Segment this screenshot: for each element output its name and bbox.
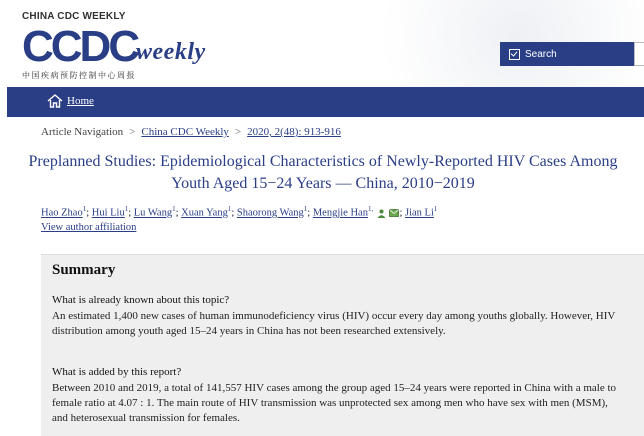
author-link[interactable]: Xuan Yang [181, 207, 228, 219]
author-link[interactable]: Hao Zhao [41, 207, 83, 219]
breadcrumb-separator: > [234, 126, 242, 138]
author-link[interactable]: Lu Wang [133, 207, 173, 219]
author-superscript: 1 [227, 205, 232, 213]
logo-sub: weekly [136, 39, 206, 65]
search-label: Search [525, 48, 557, 60]
nav-home-label: Home [67, 95, 94, 107]
corresponding-author-icon[interactable] [377, 209, 386, 218]
search-button[interactable] [500, 42, 634, 66]
breadcrumb-separator: > [129, 126, 136, 138]
brand-top-text: CHINA CDC WEEKLY [22, 11, 126, 22]
author-superscript: 1 [82, 205, 87, 213]
author-link[interactable]: Shaorong Wang [236, 207, 304, 219]
question-added: What is added by this report? [52, 366, 182, 378]
nav-home-link[interactable] [47, 94, 94, 108]
breadcrumb [41, 126, 341, 138]
author-superscript: 1, [367, 205, 374, 213]
summary-box [41, 254, 644, 436]
breadcrumb-journal-link[interactable]: China CDC Weekly [141, 126, 229, 138]
checkbox-icon [509, 49, 520, 60]
question-known: What is already known about this topic? [52, 294, 230, 306]
search-input[interactable] [634, 42, 644, 66]
view-affiliation-link[interactable]: View author affiliation [41, 222, 137, 233]
email-icon[interactable] [389, 209, 399, 217]
author-link[interactable]: Jian Li [405, 207, 434, 219]
author-link[interactable]: Hui Liu [91, 207, 125, 219]
breadcrumb-label: Article Navigation [41, 126, 124, 138]
author-list: Hao Zhao$^1$; Hui Liu$^1$; Lu Wang$^1$; Xuan Yang$^1$; Shaorong Wang$^1$; Mengjie Han$^{1,}$ ; Jian Li$^1$ [41, 205, 438, 219]
answer-known: An estimated 1,400 new cases of human immunodeficiency virus (HIV) occur every day among youths globally. However, HIV distribution among youth aged 15–24 years in China has not been researched extensively. [52, 310, 616, 337]
main-nav-bar [7, 87, 644, 117]
author-superscript: 1 [303, 205, 308, 213]
home-icon [47, 94, 63, 108]
breadcrumb-issue-link[interactable]: 2020, 2(48): 913-916 [247, 126, 341, 138]
site-header [0, 0, 644, 87]
answer-added: Between 2010 and 2019, a total of 141,557 HIV cases among the group aged 15–24 years were reported in China with a male to female ratio at 4.07 : 1. The main route of HIV transmission was unprotected sex among men who have sex with men (MSM), and heterosexual transmission for females. [52, 382, 617, 424]
article-title: Preplanned Studies: Epidemiological Characteristics of Newly-Reported HIV Cases Among Youth Aged 15−24 Years — China, 2010−2019 [28, 153, 618, 192]
logo-main: CCDC [22, 22, 138, 71]
logo-chinese-text: 中国疾病预防控制中心周报 [22, 71, 136, 80]
summary-heading: Summary [52, 262, 116, 278]
author-superscript: 1 [124, 205, 129, 213]
author-superscript: 1 [172, 205, 176, 213]
author-superscript: 1 [433, 205, 438, 213]
author-link[interactable]: Mengjie Han [312, 207, 368, 219]
